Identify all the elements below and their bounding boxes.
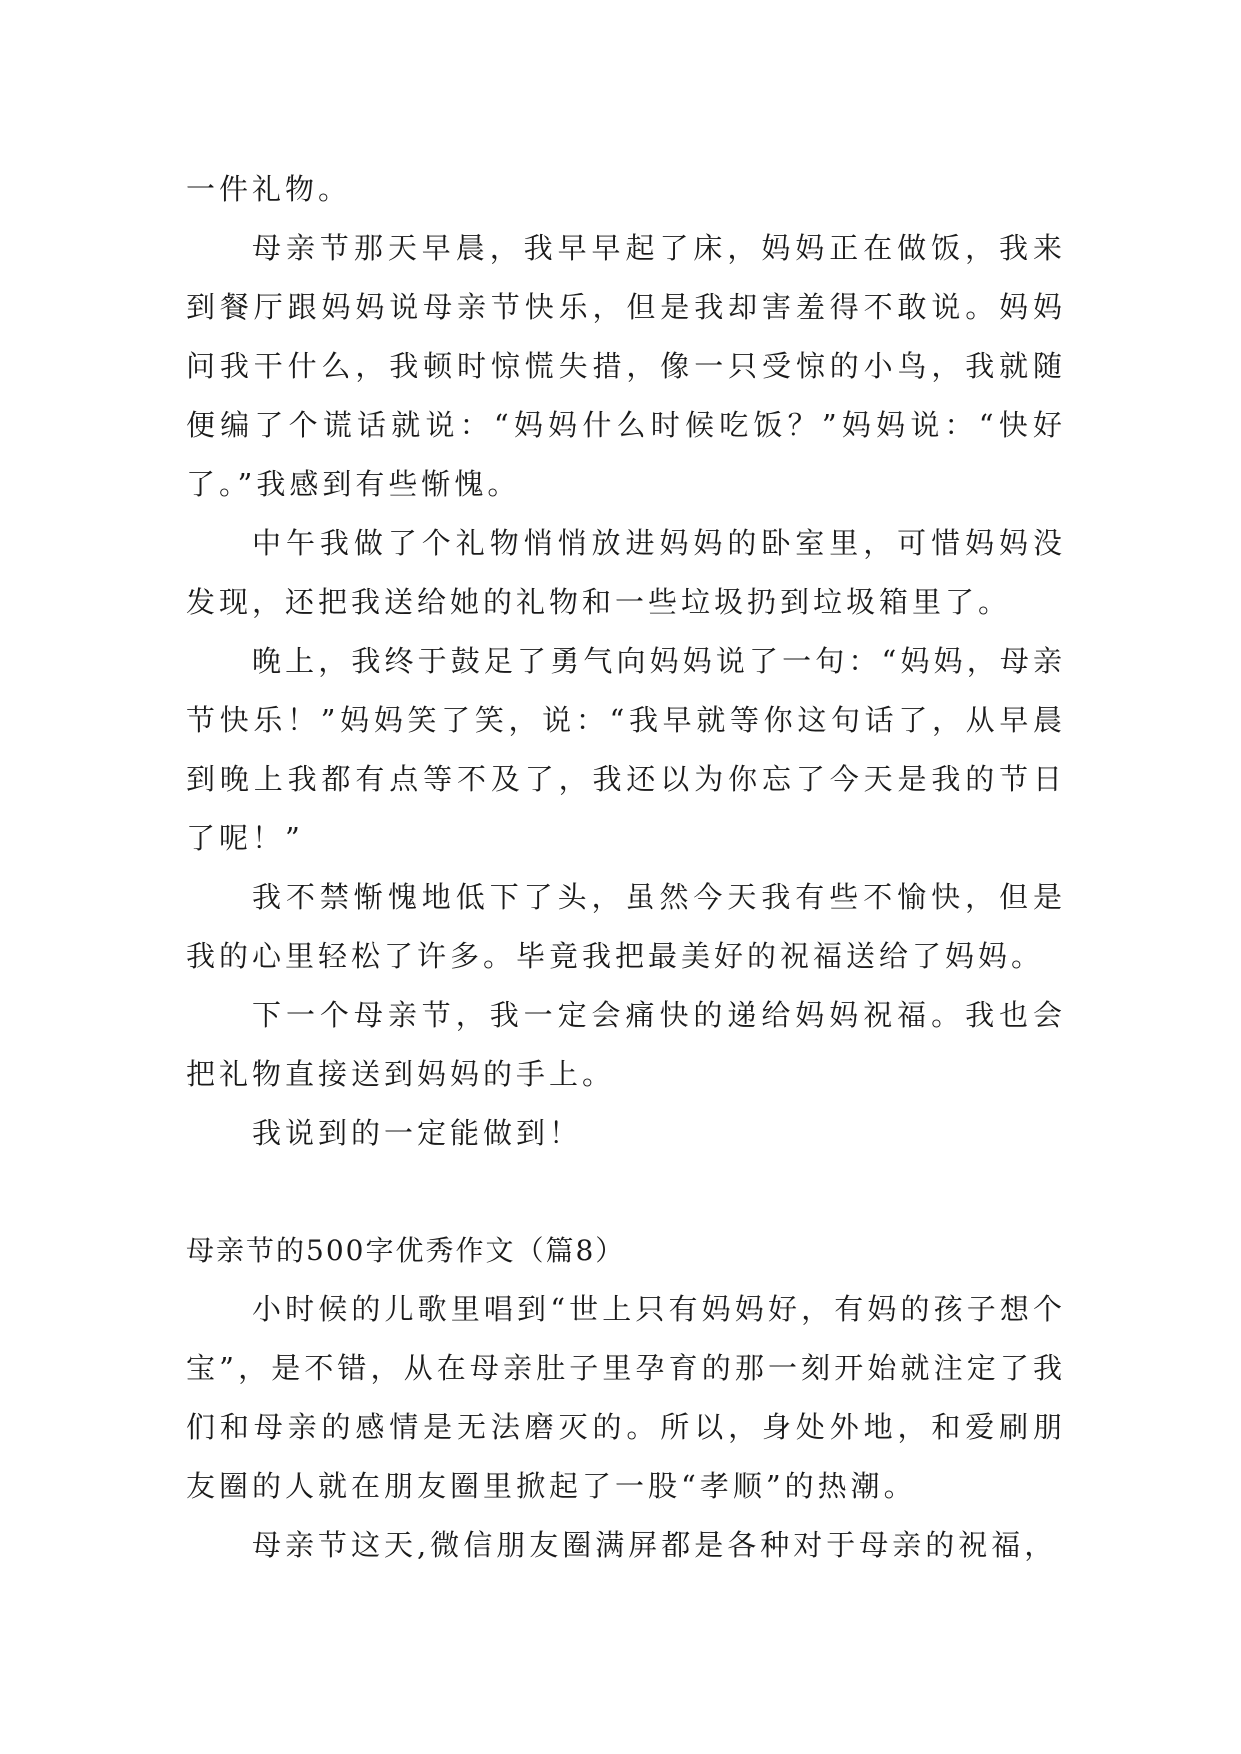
paragraph: 小时候的儿歌里唱到“世上只有妈妈好，有妈的孩子想个宝”，是不错，从在母亲肚子里孕育的那一刻开始就注定了我们和母亲的感情是无法磨灭的。所以，身处外地，和爱刷朋友圈的人就在朋友圈里掀起了一股“孝顺”的热潮。: [186, 1292, 1066, 1503]
paragraph: 晚上，我终于鼓足了勇气向妈妈说了一句：“妈妈，母亲节快乐！”妈妈笑了笑，说：“我早就等你这句话了，从早晨到晚上我都有点等不及了，我还以为你忘了今天是我的节日了呢！”: [186, 644, 1066, 855]
section-gap: [186, 1163, 1066, 1221]
paragraph: 中午我做了个礼物悄悄放进妈妈的卧室里，可惜妈妈没发现，还把我送给她的礼物和一些垃圾扔到垃圾箱里了。: [186, 526, 1066, 619]
section-title: 母亲节的500字优秀作文（篇8）: [186, 1234, 626, 1267]
document-body: [186, 160, 1066, 1575]
paragraph: 我说到的一定能做到！: [252, 1116, 583, 1150]
paragraph: 我不禁惭愧地低下了头，虽然今天我有些不愉快，但是我的心里轻松了许多。毕竟我把最美好的祝福送给了妈妈。: [186, 880, 1066, 973]
paragraph: 母亲节这天,微信朋友圈满屏都是各种对于母亲的祝福，: [252, 1528, 1058, 1562]
paragraph: 一件礼物。: [186, 172, 352, 206]
paragraph: 下一个母亲节，我一定会痛快的递给妈妈祝福。我也会把礼物直接送到妈妈的手上。: [186, 998, 1066, 1091]
paragraph: 母亲节那天早晨，我早早起了床，妈妈正在做饭，我来到餐厅跟妈妈说母亲节快乐，但是我却害羞得不敢说。妈妈问我干什么，我顿时惊慌失措，像一只受惊的小鸟，我就随便编了个谎话就说：“妈妈什么时候吃饭？”妈妈说：“快好了。”我感到有些惭愧。: [186, 231, 1066, 501]
